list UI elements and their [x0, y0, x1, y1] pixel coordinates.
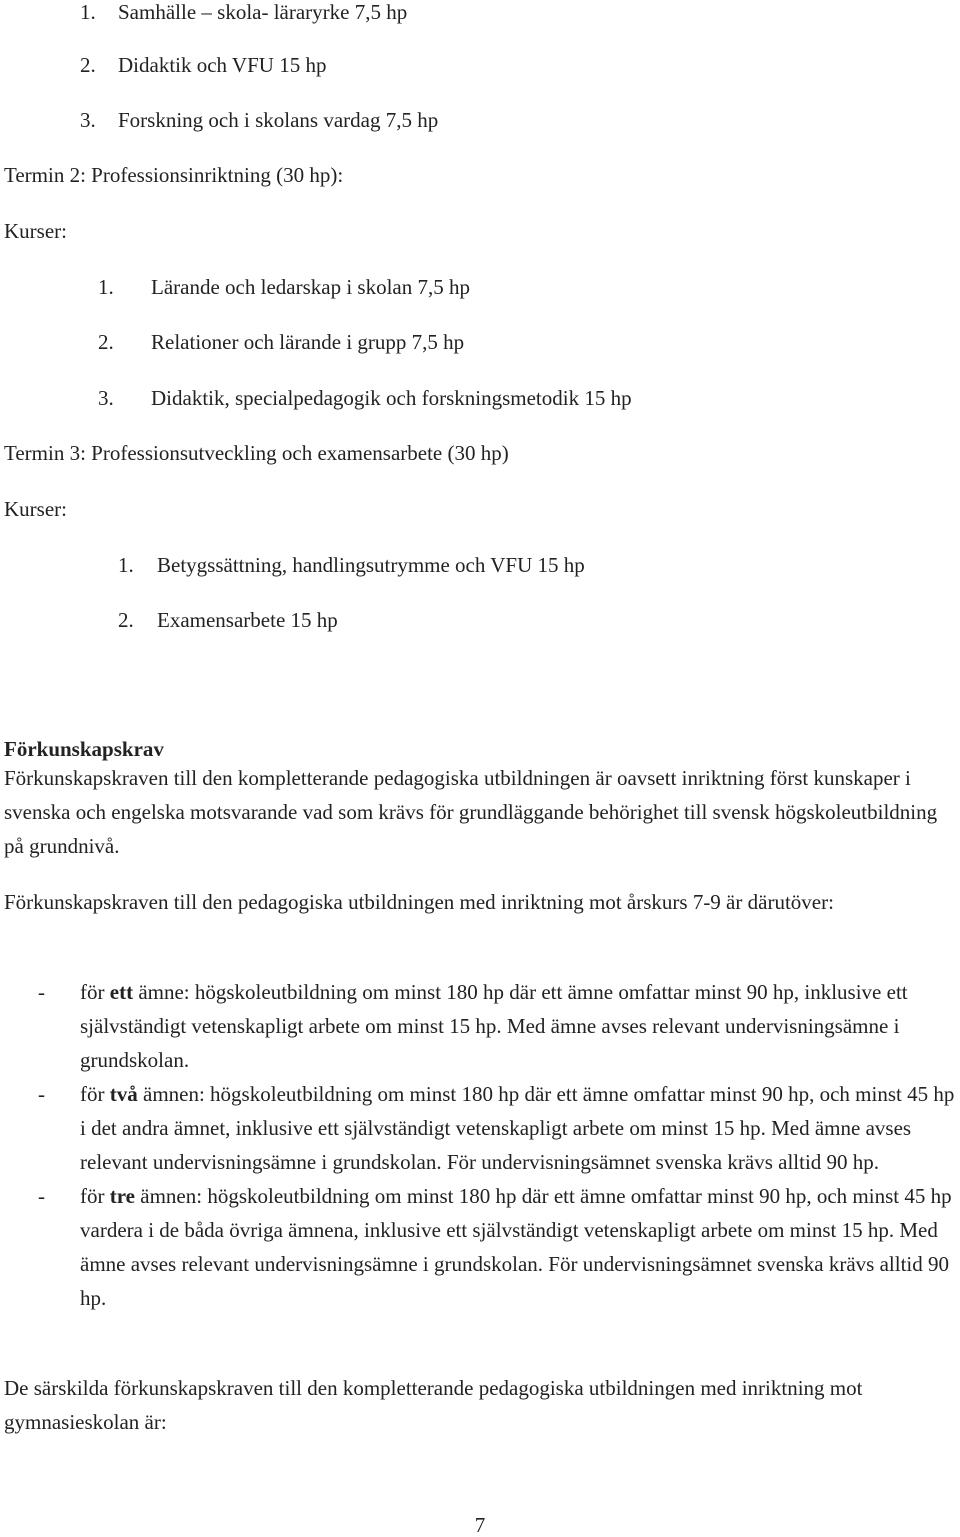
- paragraph: Förkunskapskraven till den pedagogiska utbildningen med inriktning mot årskurs 7-9 är därutöver:: [4, 890, 834, 914]
- list-number: 1.: [80, 0, 96, 24]
- list-item-text: [80, 1077, 958, 1179]
- list-item: [0, 1077, 960, 1179]
- term3-title: Termin 3: Professionsutveckling och examensarbete (30 hp): [4, 441, 509, 465]
- list-item: [0, 975, 960, 1077]
- course-item: Relationer och lärande i grupp 7,5 hp: [151, 330, 465, 354]
- item-bold: tre: [109, 1184, 136, 1208]
- item-rest: ämnen: högskoleutbildning om minst 180 hp där ett ämne omfattar minst 90 hp, och minst 45 hp vardera i de båda övriga ämnena, inklusive ett självständigt vetenskapligt arbete om minst 15 hp. Med ämne avses relevant undervisningsämne i grundskolan. För undervisningsämnet svenska krävs alltid 90 hp.: [80, 1184, 952, 1310]
- list-number: 2.: [80, 53, 96, 77]
- paragraph: Förkunskapskraven till den kompletterande pedagogiska utbildningen är oavsett inriktning först kunskaper i svenska och engelska motsvarande vad som krävs för grundläggande behörighet till svensk högskoleutbildning på grundnivå.: [4, 766, 938, 858]
- item-bold: två: [109, 1082, 138, 1106]
- list-number: 2.: [118, 608, 134, 632]
- bullet: -: [38, 1184, 45, 1208]
- course-item: Betygssättning, handlingsutrymme och VFU 15 hp: [157, 553, 585, 577]
- requirements-list: [0, 975, 960, 1315]
- bullet: -: [38, 980, 45, 1004]
- list-number: 1.: [118, 553, 134, 577]
- course-item: Examensarbete 15 hp: [157, 608, 338, 632]
- paragraph: De särskilda förkunskapskraven till den kompletterande pedagogiska utbildningen med inriktning mot gymnasieskolan är:: [4, 1376, 863, 1434]
- course-item: Samhälle – skola- läraryrke 7,5 hp: [118, 0, 408, 24]
- term3-courses-label: Kurser:: [4, 497, 67, 521]
- item-prefix: för: [80, 1082, 110, 1106]
- page-number: 7: [474, 1513, 486, 1537]
- course-item: Didaktik, specialpedagogik och forskningsmetodik 15 hp: [151, 386, 632, 410]
- list-number: 2.: [98, 330, 114, 354]
- section-heading: Förkunskapskrav: [4, 737, 164, 761]
- list-item-text: [80, 975, 958, 1077]
- list-item: [0, 1179, 960, 1315]
- course-item: Didaktik och VFU 15 hp: [118, 53, 327, 77]
- list-number: 3.: [98, 386, 114, 410]
- list-item-text: [80, 1179, 958, 1315]
- item-prefix: för: [80, 1184, 110, 1208]
- list-number: 3.: [80, 108, 96, 132]
- list-number: 1.: [98, 275, 114, 299]
- course-item: Lärande och ledarskap i skolan 7,5 hp: [151, 275, 470, 299]
- course-item: Forskning och i skolans vardag 7,5 hp: [118, 108, 439, 132]
- item-prefix: för: [80, 980, 110, 1004]
- bullet: -: [38, 1082, 45, 1106]
- item-bold: ett: [109, 980, 134, 1004]
- item-rest: ämnen: högskoleutbildning om minst 180 hp där ett ämne omfattar minst 90 hp, och minst 45 hp i det andra ämnet, inklusive ett självständigt vetenskapligt arbete om minst 15 hp. Med ämne avses relevant undervisningsämne i grundskolan. För undervisningsämnet svenska krävs alltid 90 hp.: [80, 1082, 955, 1174]
- term2-title: Termin 2: Professionsinriktning (30 hp):: [4, 163, 344, 187]
- item-rest: ämne: högskoleutbildning om minst 180 hp där ett ämne omfattar minst 90 hp, inklusive ett självständigt vetenskapligt arbete om minst 15 hp. Med ämne avses relevant undervisningsämne i grundskolan.: [80, 980, 908, 1072]
- term2-courses-label: Kurser:: [4, 219, 67, 243]
